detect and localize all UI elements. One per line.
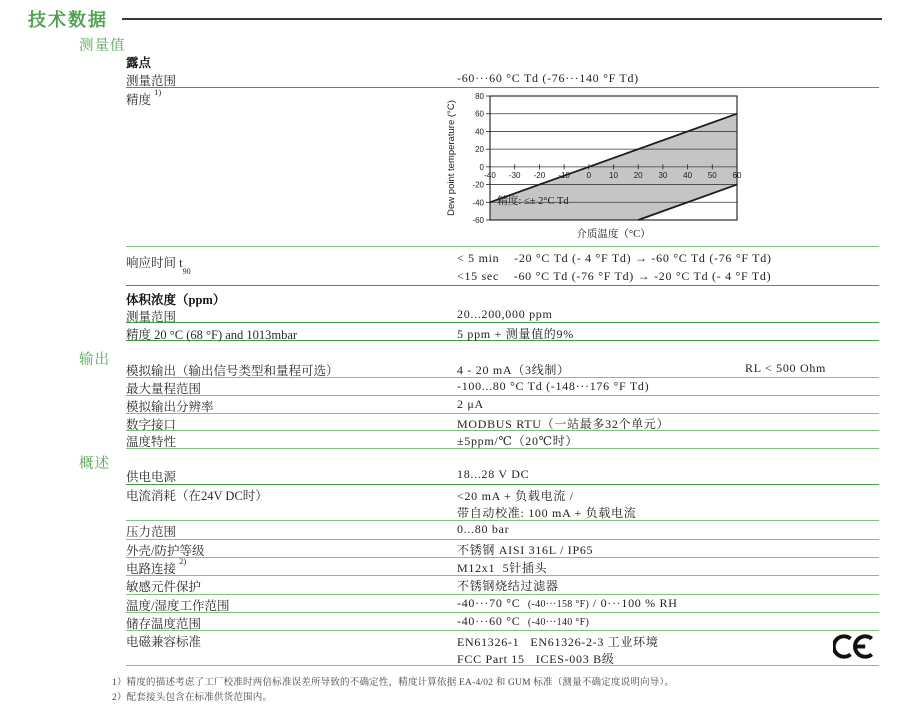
svg-text:10: 10 bbox=[609, 170, 618, 180]
emc-value-1: EN61326-1 EN61326-2-3 工业环境 bbox=[457, 635, 659, 649]
row-accuracy bbox=[126, 86, 879, 247]
row-max-span bbox=[126, 378, 879, 396]
subheading-dewpoint bbox=[126, 52, 879, 69]
ce-mark-icon bbox=[833, 633, 877, 660]
housing-value: 不锈钢 AISI 316L / IP65 bbox=[457, 543, 594, 557]
sensor-protection-label: 敏感元件保护 bbox=[126, 580, 202, 594]
consumption-label: 电流消耗（在24V DC时） bbox=[126, 489, 268, 503]
response-time-label: 响应时间 $t_{90}$ bbox=[126, 256, 191, 276]
svg-text:-40: -40 bbox=[472, 198, 484, 208]
operating-range-label: 温度/湿度工作范围 bbox=[126, 599, 230, 613]
section-heading-measured: 测量值 bbox=[79, 38, 126, 54]
ppm-accuracy-label: 精度 20 °C (68 °F) and 1013mbar bbox=[126, 328, 298, 342]
ppm-accuracy-value: 5 ppm + 测量值的9% bbox=[457, 327, 574, 341]
row-response-time bbox=[126, 248, 879, 286]
row-digital-interface bbox=[126, 414, 879, 431]
t90-subscript: 90 bbox=[182, 266, 191, 276]
svg-text:介质温度（°C）: 介质温度（°C） bbox=[576, 229, 651, 240]
row-housing bbox=[126, 540, 879, 558]
accuracy-label: 精度 $^{1)}$ bbox=[126, 86, 162, 107]
pressure-label: 压力范围 bbox=[126, 525, 177, 539]
ppm-range-value: 20...200,000 ppm bbox=[457, 307, 553, 321]
svg-text:0: 0 bbox=[479, 162, 484, 172]
row-emc bbox=[126, 631, 879, 666]
temp-characteristic-label: 温度特性 bbox=[126, 435, 177, 449]
accuracy-chart bbox=[440, 89, 752, 243]
consumption-value-1: <20 mA + 负载电流 / bbox=[457, 489, 574, 503]
emc-label: 电磁兼容标准 bbox=[126, 635, 202, 649]
svg-text:80: 80 bbox=[475, 92, 484, 101]
temp-characteristic-value: ±5ppm/℃（20℃时） bbox=[457, 434, 579, 448]
operating-range-value: -40···70 °C (-40···158 °F) / 0···100 % RH bbox=[457, 596, 678, 610]
section-heading-general: 概述 bbox=[79, 456, 110, 472]
housing-label: 外壳/防护等级 bbox=[126, 544, 205, 558]
svg-text:-40: -40 bbox=[484, 170, 496, 180]
ppm-range-label: 测量范围 bbox=[126, 310, 177, 324]
sensor-protection-value: 不锈钢烧结过滤器 bbox=[457, 579, 559, 593]
row-analog-output bbox=[126, 360, 879, 378]
connection-value: M12x1 5针插头 bbox=[457, 561, 548, 575]
svg-text:-20: -20 bbox=[533, 170, 546, 180]
storage-range-value: -40···60 °C (-40···140 °F) bbox=[457, 614, 590, 628]
row-sensor-protection bbox=[126, 576, 879, 595]
max-span-value: -100...80 °C Td (-148···176 °F Td) bbox=[457, 379, 650, 393]
resolution-value: 2 μA bbox=[457, 397, 484, 411]
emc-value-2: FCC Part 15 ICES-003 B级 bbox=[457, 652, 615, 666]
analog-output-label: 模拟输出（输出信号类型和量程可选） bbox=[126, 364, 339, 378]
row-supply bbox=[126, 466, 879, 485]
consumption-value-2: 带自动校准: 100 mA + 负载电流 bbox=[457, 506, 637, 520]
footnote-ref-2: 2) bbox=[179, 555, 187, 566]
svg-text:60: 60 bbox=[475, 109, 484, 119]
svg-text:50: 50 bbox=[707, 170, 717, 180]
ppm-heading: 体积浓度（ppm） bbox=[126, 293, 226, 307]
storage-range-label: 储存温度范围 bbox=[126, 617, 202, 631]
connection-label: 电路连接 $^{2)}$ bbox=[126, 555, 187, 576]
svg-text:0: 0 bbox=[586, 170, 592, 180]
supply-value: 18...28 V DC bbox=[457, 467, 530, 481]
row-ppm-range bbox=[126, 306, 879, 323]
row-temp-characteristic bbox=[126, 431, 879, 449]
resolution-label: 模拟输出分辨率 bbox=[126, 400, 214, 414]
supply-label: 供电电源 bbox=[126, 470, 177, 484]
footnote-1: 1）精度的描述考虑了工厂校准时两倍标准误差所导致的不确定性，精度计算依据 EA-4/02 和 GUM 标准（测量不确定度说明向导）。 bbox=[112, 678, 675, 688]
max-span-label: 最大量程范围 bbox=[126, 382, 202, 396]
analog-output-value: 4 - 20 mA（3线制） bbox=[457, 363, 570, 377]
section-heading-output: 输出 bbox=[79, 352, 110, 368]
row-connection bbox=[126, 555, 879, 576]
title-rule bbox=[122, 18, 882, 20]
row-pressure bbox=[126, 521, 879, 540]
digital-interface-label: 数字接口 bbox=[126, 418, 177, 432]
svg-text:40: 40 bbox=[683, 170, 693, 180]
svg-text:20: 20 bbox=[475, 145, 484, 155]
response-time-value-2: <15 sec -60 °C Td (-76 °F Td) → -20 °C Td (- 4 °F Td) bbox=[457, 269, 772, 283]
analog-output-load: RL < 500 Ohm bbox=[745, 361, 827, 375]
page-title: 技术数据 bbox=[28, 10, 108, 30]
svg-text:60: 60 bbox=[732, 170, 742, 180]
svg-text:40: 40 bbox=[475, 127, 484, 137]
svg-text:20: 20 bbox=[633, 170, 643, 180]
row-storage-range bbox=[126, 613, 879, 631]
svg-text:-60: -60 bbox=[472, 216, 484, 225]
pressure-value: 0...80 bar bbox=[457, 522, 510, 536]
footnote-ref-1: 1) bbox=[154, 86, 162, 97]
svg-text:精度: ≤± 2°C Td: 精度: ≤± 2°C Td bbox=[497, 196, 569, 208]
svg-text:30: 30 bbox=[658, 170, 668, 180]
row-consumption bbox=[126, 485, 879, 521]
row-resolution bbox=[126, 396, 879, 414]
footnote-2: 2）配套接头包含在标准供货范围内。 bbox=[112, 693, 273, 703]
svg-text:-10: -10 bbox=[558, 170, 570, 180]
row-operating-range bbox=[126, 595, 879, 613]
measuring-range-value: -60···60 °C Td (-76···140 °F Td) bbox=[457, 71, 639, 85]
dewpoint-heading: 露点 bbox=[126, 56, 152, 70]
digital-interface-value: MODBUS RTU（一站最多32个单元） bbox=[457, 417, 670, 431]
response-time-value-1: < 5 min -20 °C Td (- 4 °F Td) → -60 °C Td (-76 °F Td) bbox=[457, 251, 772, 265]
row-measuring-range bbox=[126, 70, 879, 88]
subheading-ppm bbox=[126, 289, 879, 306]
svg-text:-20: -20 bbox=[472, 180, 484, 190]
measuring-range-label: 测量范围 bbox=[126, 74, 177, 88]
row-ppm-accuracy bbox=[126, 324, 879, 341]
svg-text:Dew point temperature (°C): Dew point temperature (°C) bbox=[446, 100, 457, 216]
svg-text:-30: -30 bbox=[508, 170, 521, 180]
